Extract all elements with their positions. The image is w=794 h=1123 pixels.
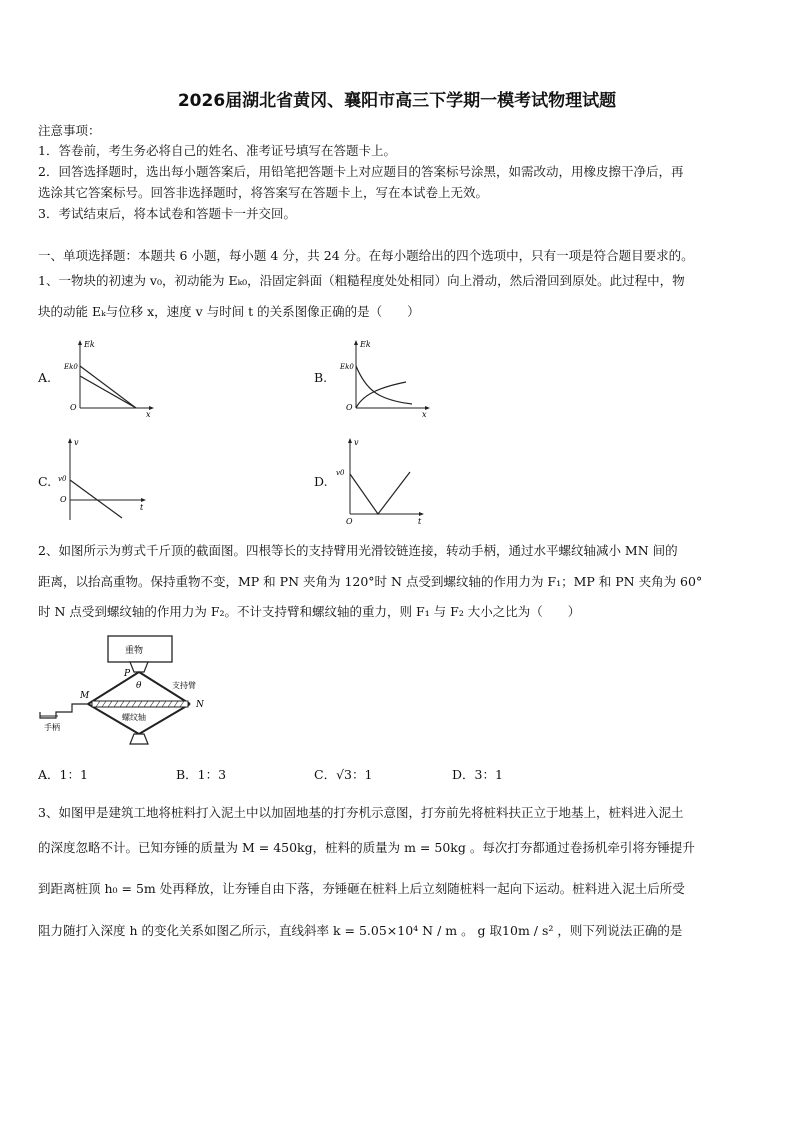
notice-item-3: 3．考试结束后，将本试卷和答题卡一并交回。 [38,206,296,221]
q1-option-c-label[interactable]: C. [38,474,52,489]
q1-option-b-label[interactable]: B. [314,370,328,385]
point-m-label: M [80,691,90,701]
t-axis-label: t [140,503,144,512]
t-axis-label: t [418,517,422,526]
notice-item-1: 1．答卷前，考生务必将自己的姓名、准考证号填写在答题卡上。 [38,143,396,158]
page-title: 2026届湖北省黄冈、襄阳市高三下学期一模考试物理试题 [177,91,617,111]
point-n-label: N [196,700,204,710]
q2-option-b[interactable]: B．1：3 [176,767,227,782]
point-p-label: P [124,669,131,679]
origin-label: O [346,517,353,526]
v0-label: v0 [58,475,67,483]
q1-line-1: 1、一物块的初速为 v₀，初动能为 Eₖ₀，沿固定斜面（粗糙程度处处相同）向上滑动，然后滑回到原处。此过程中，物 [38,273,685,288]
support-arm-label: 支持臂 [172,681,196,690]
q3-line-1: 3、如图甲是建筑工地将桩料打入泥土中以加固地基的打夯机示意图，打夯前先将桩料扶正立于地基上，桩料进入泥土 [38,805,684,820]
q1-graph-d [332,436,432,526]
q2-line-2: 距离，以抬高重物。保持重物不变，MP 和 PN 夹角为 120°时 N 点受到螺纹轴的作用力为 F₁；MP 和 PN 夹角为 60° [38,574,703,589]
v-axis-label: v [354,438,359,447]
q3-line-3: 到距离桩顶 h₀ = 5m 处再释放，让夯锤自由下落，夯锤砸在桩料上后立刻随桩料一起向下运动。桩料进入泥土后所受 [38,881,685,896]
q1-graph-c [56,436,156,526]
notice-item-2a: 2．回答选择题时，选出每小题答案后，用铅笔把答题卡上对应题目的答案标号涂黑，如需改动，用橡皮擦干净后，再 [38,164,684,179]
q1-graph-b [336,338,436,420]
origin-label: O [60,495,67,504]
weight-label: 重物 [125,646,144,656]
q2-line-3: 时 N 点受到螺纹轴的作用力为 F₂。不计支持臂和螺纹轴的重力，则 F₁ 与 F₂ 大小之比为（ ） [38,604,581,619]
origin-label: O [70,403,77,412]
q1-option-a-label[interactable]: A. [38,370,52,385]
ek-axis-label: Ek [360,340,371,349]
q2-option-a[interactable]: A．1：1 [38,767,88,782]
theta-label: θ [136,681,142,691]
ek0-label: Ek0 [64,363,78,371]
q1-line-2: 块的动能 Eₖ与位移 x，速度 v 与时间 t 的关系图像正确的是（ ） [38,304,420,319]
v0-label: v0 [336,469,345,477]
v-axis-label: v [74,438,79,447]
origin-label: O [346,403,353,412]
q3-line-2: 的深度忽略不计。已知夯锤的质量为 M = 450kg，桩料的质量为 m = 50kg 。每次打夯都通过卷扬机牵引将夯锤提升 [38,840,695,855]
ek-axis-label: Ek [84,340,95,349]
q1-graph-a [60,338,160,420]
q1-option-d-label[interactable]: D. [314,474,328,489]
screw-axis-label: 螺纹轴 [122,713,146,722]
x-axis-label: x [146,410,151,419]
q2-jack-figure [36,630,236,748]
ek0-label: Ek0 [340,363,354,371]
q3-line-4: 阻力随打入深度 h 的变化关系如图乙所示，直线斜率 k = 5.05×10⁴ N / m 。 g 取10m / s² ，则下列说法正确的是 [38,923,683,938]
notice-item-2b: 选涂其它答案标号。回答非选择题时，将答案写在答题卡上，写在本试卷上无效。 [38,185,489,200]
notice-heading: 注意事项： [38,123,101,138]
q2-option-d[interactable]: D．3：1 [452,767,503,782]
handle-label: 手柄 [44,723,60,732]
q2-line-1: 2、如图所示为剪式千斤顶的截面图。四根等长的支持臂用光滑铰链连接，转动手柄，通过水平螺纹轴减小 MN 间的 [38,543,678,558]
x-axis-label: x [422,410,427,419]
q2-option-c[interactable]: C．√3：1 [314,767,373,782]
section-heading: 一、单项选择题：本题共 6 小题，每小题 4 分，共 24 分。在每小题给出的四个选项中，只有一项是符合题目要求的。 [38,248,694,263]
